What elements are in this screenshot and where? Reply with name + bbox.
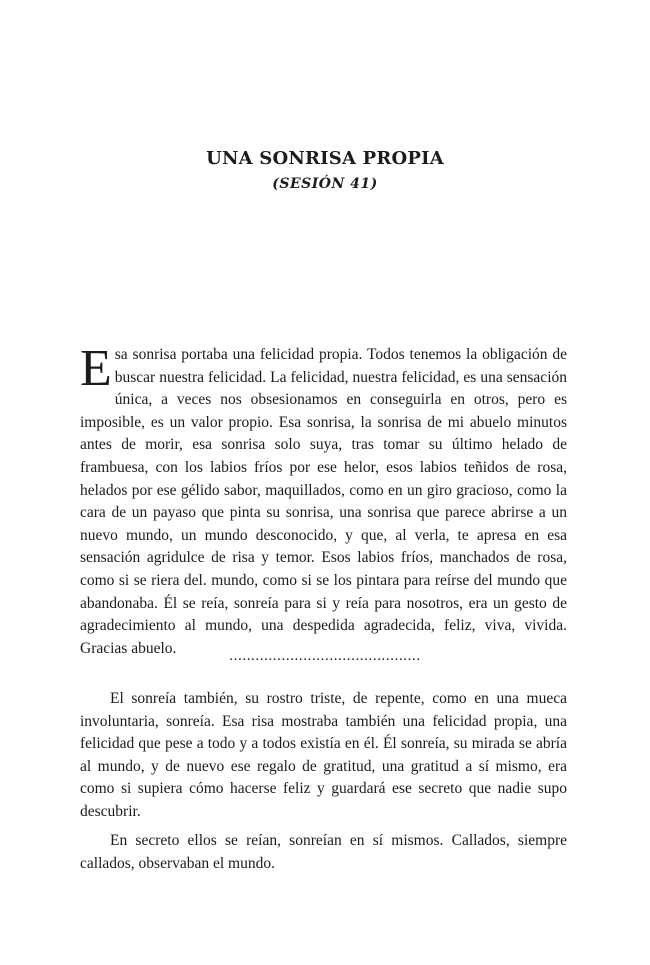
paragraph-2: El sonreía también, su rostro triste, de repente, como en una mueca involuntaria, sonreía. Esa risa mostraba también una felicidad propia, una felicidad que pese a todo y a todos existía en él. Él sonreía, su mirada se abría al mundo, y de nuevo ese regalo de gratitud, una gratitud a sí mismo, era como si supiera cómo hacerse feliz y guardará ese secreto que nadie supo descubrir. (80, 690, 567, 820)
chapter-title: UNA SONRISA PROPIA (206, 148, 444, 169)
paragraph-1 (80, 340, 567, 660)
paragraph-3: En secreto ellos se reían, sonreían en sí mismos. Callados, siempre callados, observaban el mundo. (80, 832, 567, 872)
chapter-subtitle: (SESIÓN 41) (272, 176, 378, 192)
paragraph-1-text: sa sonrisa portaba una felicidad propia. Todos tenemos la obligación de buscar nuestra felicidad. La felicidad, nuestra felicidad, es una sensación única, a veces nos obsesionamos en conseguirla en otros, pero es imposible, es un valor propio. Esa sonrisa, la sonrisa de mi abuelo minutos antes de morir, esa sonrisa solo suya, tras tomar su último helado de frambuesa, con los labios fríos por ese helor, esos labios teñidos de rosa, helados por ese gélido sabor, maquillados, como en un giro gracioso, como la cara de un payaso que pinta su sonrisa, una sonrisa que parece abrirse a un nuevo mundo, un mundo desconocido, y que, al verla, te apresa en esa sensación agridulce de risa y temor. Esos labios fríos, manchados de rosa, como si se riera del. mundo, como si se los pintara para reírse del mundo que abandonaba. Él se reía, sonreía para si y reía para nosotros, era un gesto de agradecimiento al mundo, una despedida agradecida, feliz, viva, vivida. Gracias abuelo. (80, 346, 567, 657)
section-divider: ............................................ (229, 648, 421, 664)
drop-cap: E (80, 340, 112, 397)
